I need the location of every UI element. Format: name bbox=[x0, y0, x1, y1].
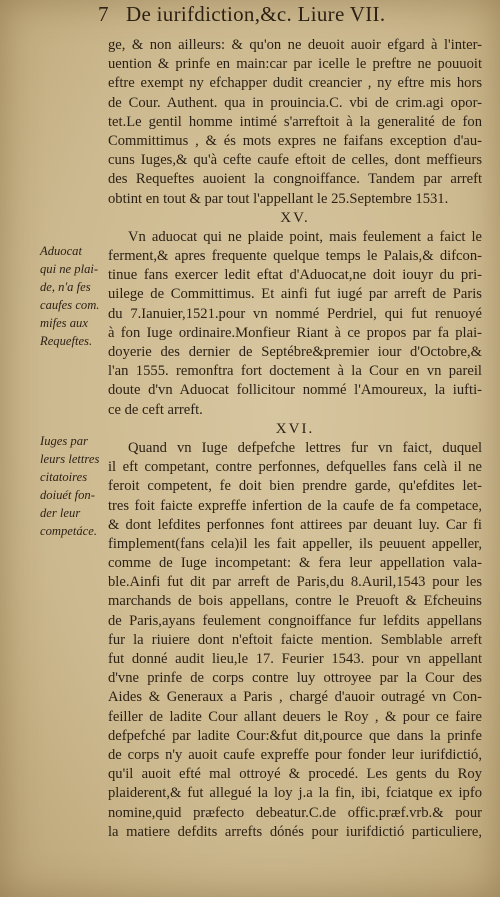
margin-note-line: mifes aux bbox=[40, 316, 88, 330]
text-line: la matiere defdits arrefts dónés pour iurifdictió particuliere, bbox=[108, 823, 482, 840]
text-line: & dont lefdites perfonnes font attirees par deuant luy. Car fi bbox=[108, 516, 482, 533]
text-line: plaiderent,& fut allegué la loy j.a la fin, ibi, fciatque ex ipfo bbox=[108, 785, 482, 802]
text-line: feiller de ladite Cour allant deuers le Roy , & pour ce faire bbox=[108, 708, 482, 725]
text-line: eftre exempt ny efchapper dudit creancier , ny eftre mis hors bbox=[108, 75, 482, 92]
text-line: ferment,& apres frequente quelque temps le Palais,& difcon- bbox=[108, 248, 482, 265]
margin-note-line: Iuges par bbox=[40, 434, 88, 448]
running-title: De iurifdiction,&c. Liure VII. bbox=[126, 2, 386, 26]
text-line: cuns Iuges,& qu'à cefte caufe eftoit de celles, dont meffieurs bbox=[108, 152, 482, 169]
paragraph-2 bbox=[108, 228, 482, 420]
text-line: fimplement(fans cela)il les fait appeller, ils peuuent appeller, bbox=[108, 535, 482, 552]
section-heading-xv: XV. bbox=[280, 209, 310, 226]
text-line: tet.Le gentil homme intimé s'arreftoit à la generalité de fon bbox=[108, 113, 482, 130]
text-line: fut donné audit lieu,le 17. Feurier 1543. pour vn appellant bbox=[108, 651, 482, 667]
page-number: 7 bbox=[98, 2, 109, 26]
text-line: tres foit faicte expreffe infertion de la caufe de fa competace, bbox=[108, 497, 482, 514]
text-line: qu'il auoit efté mal ottroyé & procedé. Les gents du Roy bbox=[108, 766, 482, 783]
text-line: il eft competant, contre perfonnes, defquelles fans celà il ne bbox=[108, 459, 482, 476]
margin-note-line: qui ne plai- bbox=[40, 262, 99, 276]
text-line: du 7.Ianuier,1521.pour vn nommé Perdriel, qui fut renuoyé bbox=[108, 305, 482, 322]
text-line: obtint en tout & par tout l'appellant le 25.Septembre 1531. bbox=[108, 190, 449, 207]
text-line: Vn aduocat qui ne plaide point, mais feulement a faict le bbox=[128, 228, 482, 245]
text-line: de corps n'y auoit caufe expreffe pour fonder leur iurifdictió, bbox=[108, 746, 482, 763]
text-line: ce de ceft arreft. bbox=[108, 401, 203, 418]
text-line: fur la riuiere dont n'eftoit faicte mention. Semblable arreft bbox=[108, 631, 482, 648]
text-line: comme de Iuge incompetant: & fera leur appellation vala- bbox=[108, 555, 482, 572]
margin-note-line: Requeftes. bbox=[40, 334, 93, 348]
margin-note-line: citatoires bbox=[40, 470, 88, 484]
margin-note-line: competáce. bbox=[40, 524, 97, 538]
main-text-column bbox=[108, 36, 482, 842]
text-line: de Paris,ayans feulement congnoiffance fur lefdits appellans bbox=[108, 612, 482, 629]
text-line: ble.Ainfi fut dit par arreft de Paris,du 8.Auril,1543 pour les bbox=[108, 574, 482, 591]
text-line: doute d'vn Aduocat follicitour nommé l'Amoureux, la iufti- bbox=[108, 382, 482, 399]
paragraph-1 bbox=[108, 36, 482, 209]
text-line: Aides & Generaux a Paris , chargé d'auoir outragé vn Con- bbox=[108, 689, 482, 706]
running-header bbox=[98, 2, 490, 32]
margin-note-aduocat bbox=[40, 242, 110, 350]
margin-note-line: de, n'a fes bbox=[40, 280, 91, 294]
text-line: tinue fans exercer ledit eftat d'Aduocat,ne doit iouyr du pri- bbox=[108, 267, 482, 284]
text-line: de Cour. Authent. qua in prouincia.C. vbi de crim.agi opor- bbox=[108, 94, 482, 111]
text-line: uilege de Committimus. Et ainfi fut iugé par arreft de Paris bbox=[108, 286, 482, 303]
text-line: feroit competent, fe doit bien prendre garde, qu'efdites let- bbox=[108, 478, 482, 495]
text-line: Quand vn Iuge defpefche lettres fur vn faict, duquel bbox=[128, 439, 482, 456]
text-line: des Requeftes auoient la congnoiffance. Tandem par arreft bbox=[108, 171, 482, 188]
text-line: defpefché par ladite Cour:&fut dit,pource que dans la prinfe bbox=[108, 727, 482, 744]
margin-note-line: doiuét fon- bbox=[40, 488, 95, 502]
text-line: uention & prinfe en main:car par icelle le preftre ne pouuoit bbox=[108, 56, 482, 73]
text-line: ge, & non ailleurs: & qu'on ne deuoit auoir efgard à l'inter- bbox=[108, 37, 482, 53]
text-line: doyerie des dernier de Septébre&premier iour d'Octobre,& bbox=[108, 344, 482, 360]
text-line: l'an 1555. remonftra fort doctement à la Cour en vn pareil bbox=[108, 363, 482, 380]
margin-note-line: Aduocat bbox=[40, 244, 82, 258]
text-line: Committimus , & és mots expres ne faifans exception d'au- bbox=[108, 132, 482, 149]
margin-note-line: caufes com. bbox=[40, 298, 100, 312]
margin-note-iuges bbox=[40, 432, 110, 540]
paragraph-3 bbox=[108, 439, 482, 842]
section-heading-xvi: XVI. bbox=[275, 420, 315, 437]
margin-note-line: der leur bbox=[40, 506, 81, 520]
text-line: d'vne prinfe de corps contre luy ottroyee par la Cour des bbox=[108, 670, 482, 687]
text-line: à fon Iuge ordinaire.Monfieur Riant à ce propos par fa plai- bbox=[108, 324, 482, 341]
margin-note-line: leurs lettres bbox=[40, 452, 100, 466]
text-line: marchands de bois appellans, contre le Preuoft & Efcheuins bbox=[108, 593, 482, 610]
text-line: nomine,quid præfecto debeatur.C.de offic.præf.vrb.& pour bbox=[108, 804, 482, 821]
